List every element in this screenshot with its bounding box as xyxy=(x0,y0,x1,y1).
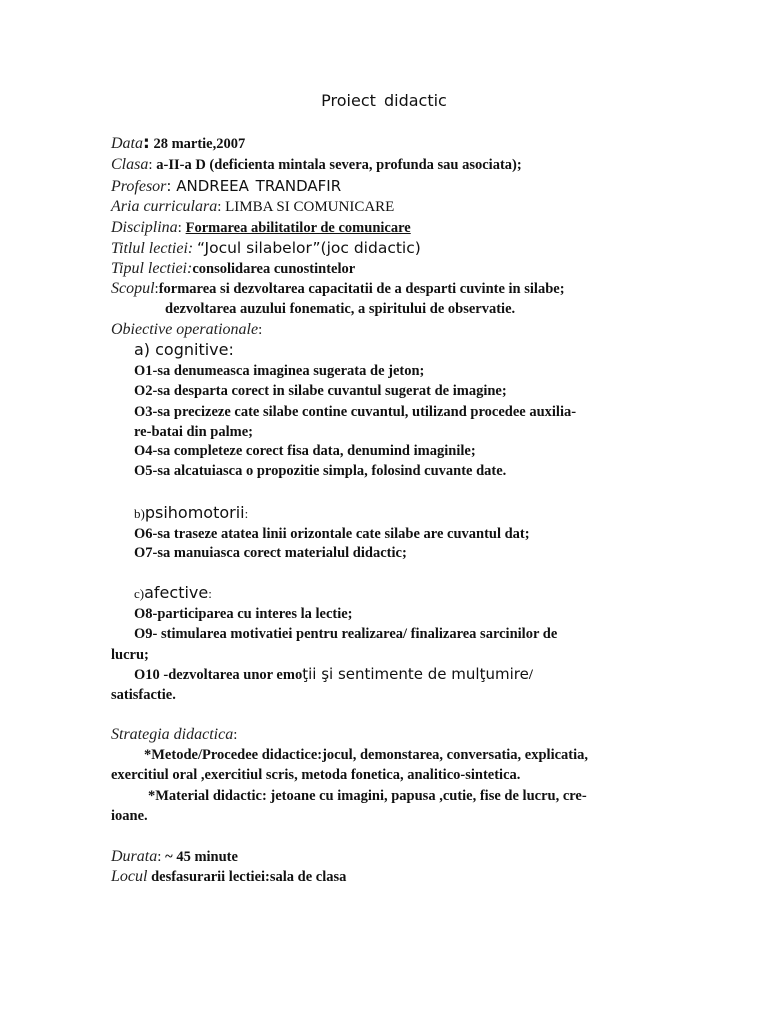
obiective-label: Obiective operationale xyxy=(111,321,259,338)
objective-o10: O10 -dezvoltarea unor emoţii şi sentimente de mulţumire/ xyxy=(134,665,533,683)
strategia-material-cont: ioane. xyxy=(111,808,148,824)
objective-o9-cont: lucru; xyxy=(111,647,149,663)
field-aria-value: LIMBA SI COMUNICARE xyxy=(225,199,395,215)
field-scopul-value-1: formarea si dezvoltarea capacitatii de a desparti cuvinte in silabe; xyxy=(158,281,565,297)
field-titlul-label: Titlul lectiei: xyxy=(111,240,194,257)
psihomotorii-heading: b)psihomotorii: xyxy=(134,503,249,522)
objective-o7: O7-sa manuiasca corect materialul didactic; xyxy=(134,545,407,561)
field-durata-value: ~ 45 minute xyxy=(165,849,238,865)
field-disciplina: Disciplina: Formarea abilitatilor de comunicare xyxy=(111,219,411,236)
field-data-value: 28 martie,2007 xyxy=(149,136,246,152)
strategia-metode: *Metode/Procedee didactice:jocul, demonstarea, conversatia, explicatia, xyxy=(144,747,589,763)
objective-o8: O8-participarea cu interes la lectie; xyxy=(134,606,353,622)
field-profesor-value: ANDREEA TRANDAFIR xyxy=(176,177,342,195)
field-clasa-value: a-II-a D (deficienta mintala severa, profunda sau asociata); xyxy=(156,157,522,173)
field-aria: Aria curriculara: LIMBA SI COMUNICARE xyxy=(111,198,395,215)
field-data-label: Data xyxy=(111,135,143,152)
cognitive-heading: a) cognitive: xyxy=(134,340,234,359)
field-titlul-value: “Jocul silabelor”(joc didactic) xyxy=(196,239,421,257)
objective-o1: O1-sa denumeasca imaginea sugerata de jeton; xyxy=(134,363,425,379)
strategia-heading: Strategia didactica: xyxy=(111,726,238,743)
field-locul xyxy=(111,867,346,887)
objective-o2: O2-sa desparta corect in silabe cuvantul sugerat de imagine; xyxy=(134,383,507,399)
field-data: Data: 28 martie,2007 xyxy=(111,133,246,153)
objective-o4: O4-sa completeze corect fisa data, denumind imaginile; xyxy=(134,443,476,459)
objective-o6: O6-sa traseze atatea linii orizontale cate silabe are cuvantul dat; xyxy=(134,526,530,542)
objective-o3-cont: re-batai din palme; xyxy=(134,424,253,440)
field-aria-label: Aria curriculara xyxy=(111,198,218,215)
document-title: Proiect didactic xyxy=(321,91,447,110)
field-clasa: Clasa: a-II-a D (deficienta mintala severa, profunda sau asociata); xyxy=(111,156,522,173)
field-tipul xyxy=(111,259,355,279)
field-locul-value: desfasurarii lectiei:sala de clasa xyxy=(147,869,347,885)
strategia-metode-cont: exercitiul oral ,exercitiul scris, metoda fonetica, analitico-sintetica. xyxy=(111,767,521,783)
field-profesor: Profesor: ANDREEA TRANDAFIR xyxy=(111,177,342,195)
field-durata: Durata: ~ 45 minute xyxy=(111,848,238,865)
afective-heading: c)afective: xyxy=(134,583,212,602)
field-tipul-value: consolidarea cunostintelor xyxy=(192,261,356,277)
field-scopul-cont xyxy=(165,299,515,319)
field-locul-label: Locul xyxy=(111,868,148,885)
field-clasa-label: Clasa xyxy=(111,156,149,173)
field-durata-label: Durata xyxy=(111,848,158,865)
obiective-heading: Obiective operationale: xyxy=(111,321,263,338)
field-disciplina-value: Formarea abilitatilor de comunicare xyxy=(185,220,411,236)
objective-o3: O3-sa precizeze cate silabe contine cuvantul, utilizand procedee auxilia- xyxy=(134,404,577,420)
field-scopul: Scopul:formarea si dezvoltarea capacitatii de a desparti cuvinte in silabe; xyxy=(111,280,565,297)
objective-o9: O9- stimularea motivatiei pentru realizarea/ finalizarea sarcinilor de xyxy=(134,626,558,642)
strategia-material: *Material didactic: jetoane cu imagini, papusa ,cutie, fise de lucru, cre- xyxy=(148,788,587,804)
strategia-label: Strategia didactica xyxy=(111,726,234,743)
objective-o5: O5-sa alcatuiasca o propozitie simpla, folosind cuvante date. xyxy=(134,463,507,479)
field-titlul xyxy=(111,238,421,259)
field-disciplina-label: Disciplina xyxy=(111,219,178,236)
field-scopul-value-2: dezvoltarea auzului fonematic, a spiritului de observatie. xyxy=(165,301,516,317)
field-tipul-label: Tipul lectiei: xyxy=(111,260,193,277)
objective-o10-cont: satisfactie. xyxy=(111,687,176,703)
field-scopul-label: Scopul xyxy=(111,280,155,297)
field-profesor-label: Profesor xyxy=(111,178,167,195)
